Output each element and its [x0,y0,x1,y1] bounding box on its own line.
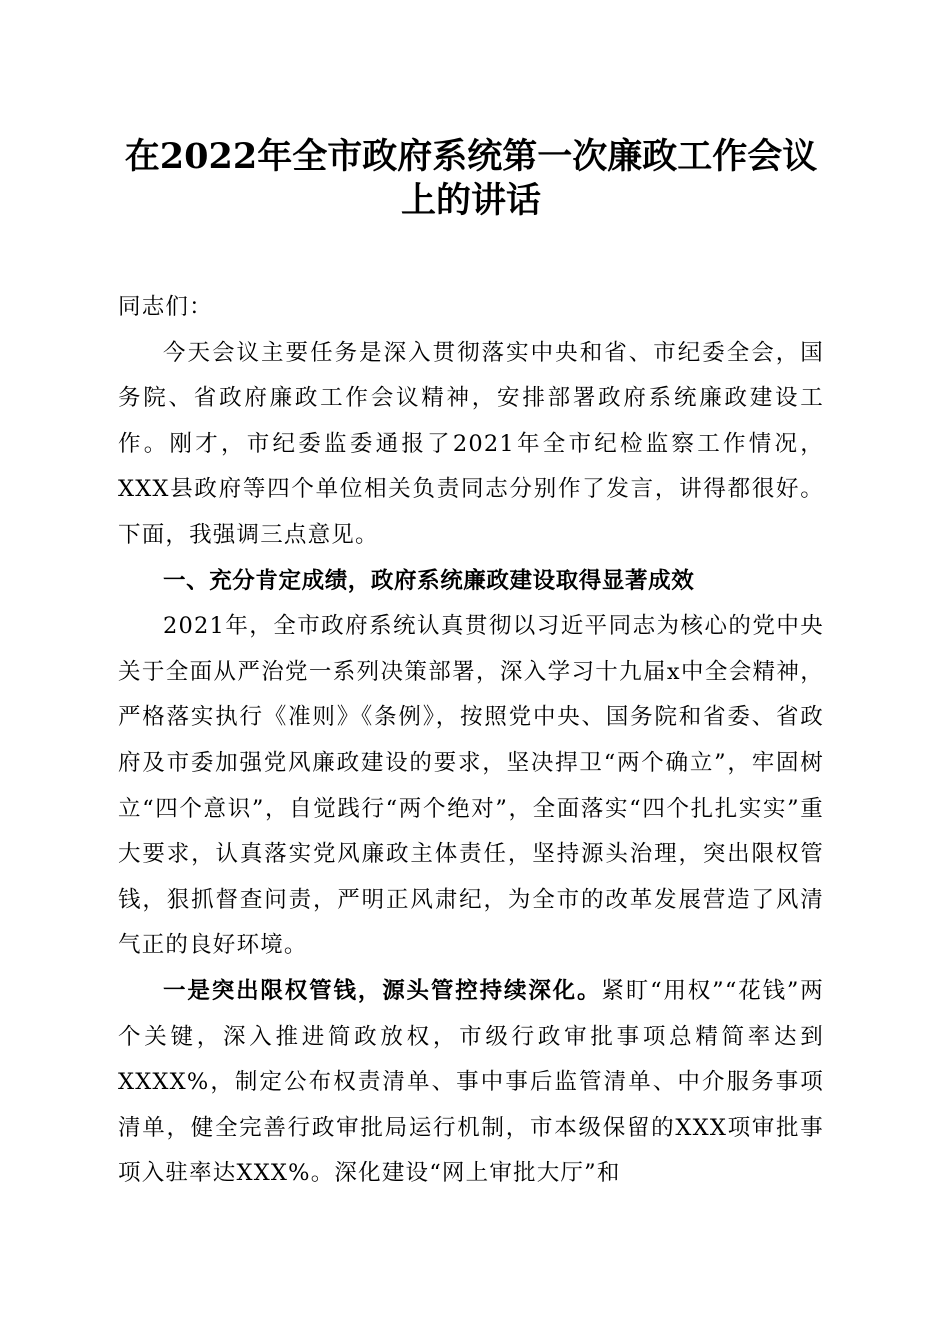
section-heading-1: 一、充分肯定成绩，政府系统廉政建设取得显著成效 [163,567,695,594]
document-title [118,135,824,223]
salutation: 同志们： [118,294,213,320]
title-line-2: 上的讲话 [400,180,541,221]
item-1-paragraph [118,969,824,1197]
intro-paragraph: 今天会议主要任务是深入贯彻落实中央和省、市纪委全会，国务院、省政府廉政工作会议精神，安排部署政府系统廉政建设工作。刚才，市纪委监委通报了2021年全市纪检监察工作情况，XXX县政府等四个单位相关负责同志分别作了发言，讲得都很好。下面，我强调三点意见。 [118,339,824,548]
document-body [118,285,824,1197]
section-1-paragraph: 2021年，全市政府系统认真贯彻以习近平同志为核心的党中央关于全面从严治党一系列决策部署，深入学习十九届x中全会精神，严格落实执行《准则》《条例》，按照党中央、国务院和省委、省政府及市委加强党风廉政建设的要求，坚决捍卫“两个确立”，牢固树立“四个意识”，自觉践行“两个绝对”，全面落实“四个扎扎实实”重大要求，认真落实党风廉政主体责任，坚持源头治理，突出限权管钱，狠抓督查问责，严明正风肃纪，为全市的改革发展营造了风清气正的良好环境。 [118,613,824,959]
item-1-text: 紧盯“用权”“花钱”两个关键，深入推进简政放权，市级行政审批事项总精简率达到XXXX%，制定公布权责清单、事中事后监管清单、中介服务事项清单，健全完善行政审批局运行机制，市本级保留的XXX项审批事项入驻率达XXX%。深化建设“网上审批大厅”和 [118,977,824,1187]
title-line-1: 在2022年全市政府系统第一次廉政工作会议 [124,136,818,177]
document-page [118,0,824,1197]
item-1-lead: 一是突出限权管钱，源头管控持续深化。 [163,977,602,1004]
